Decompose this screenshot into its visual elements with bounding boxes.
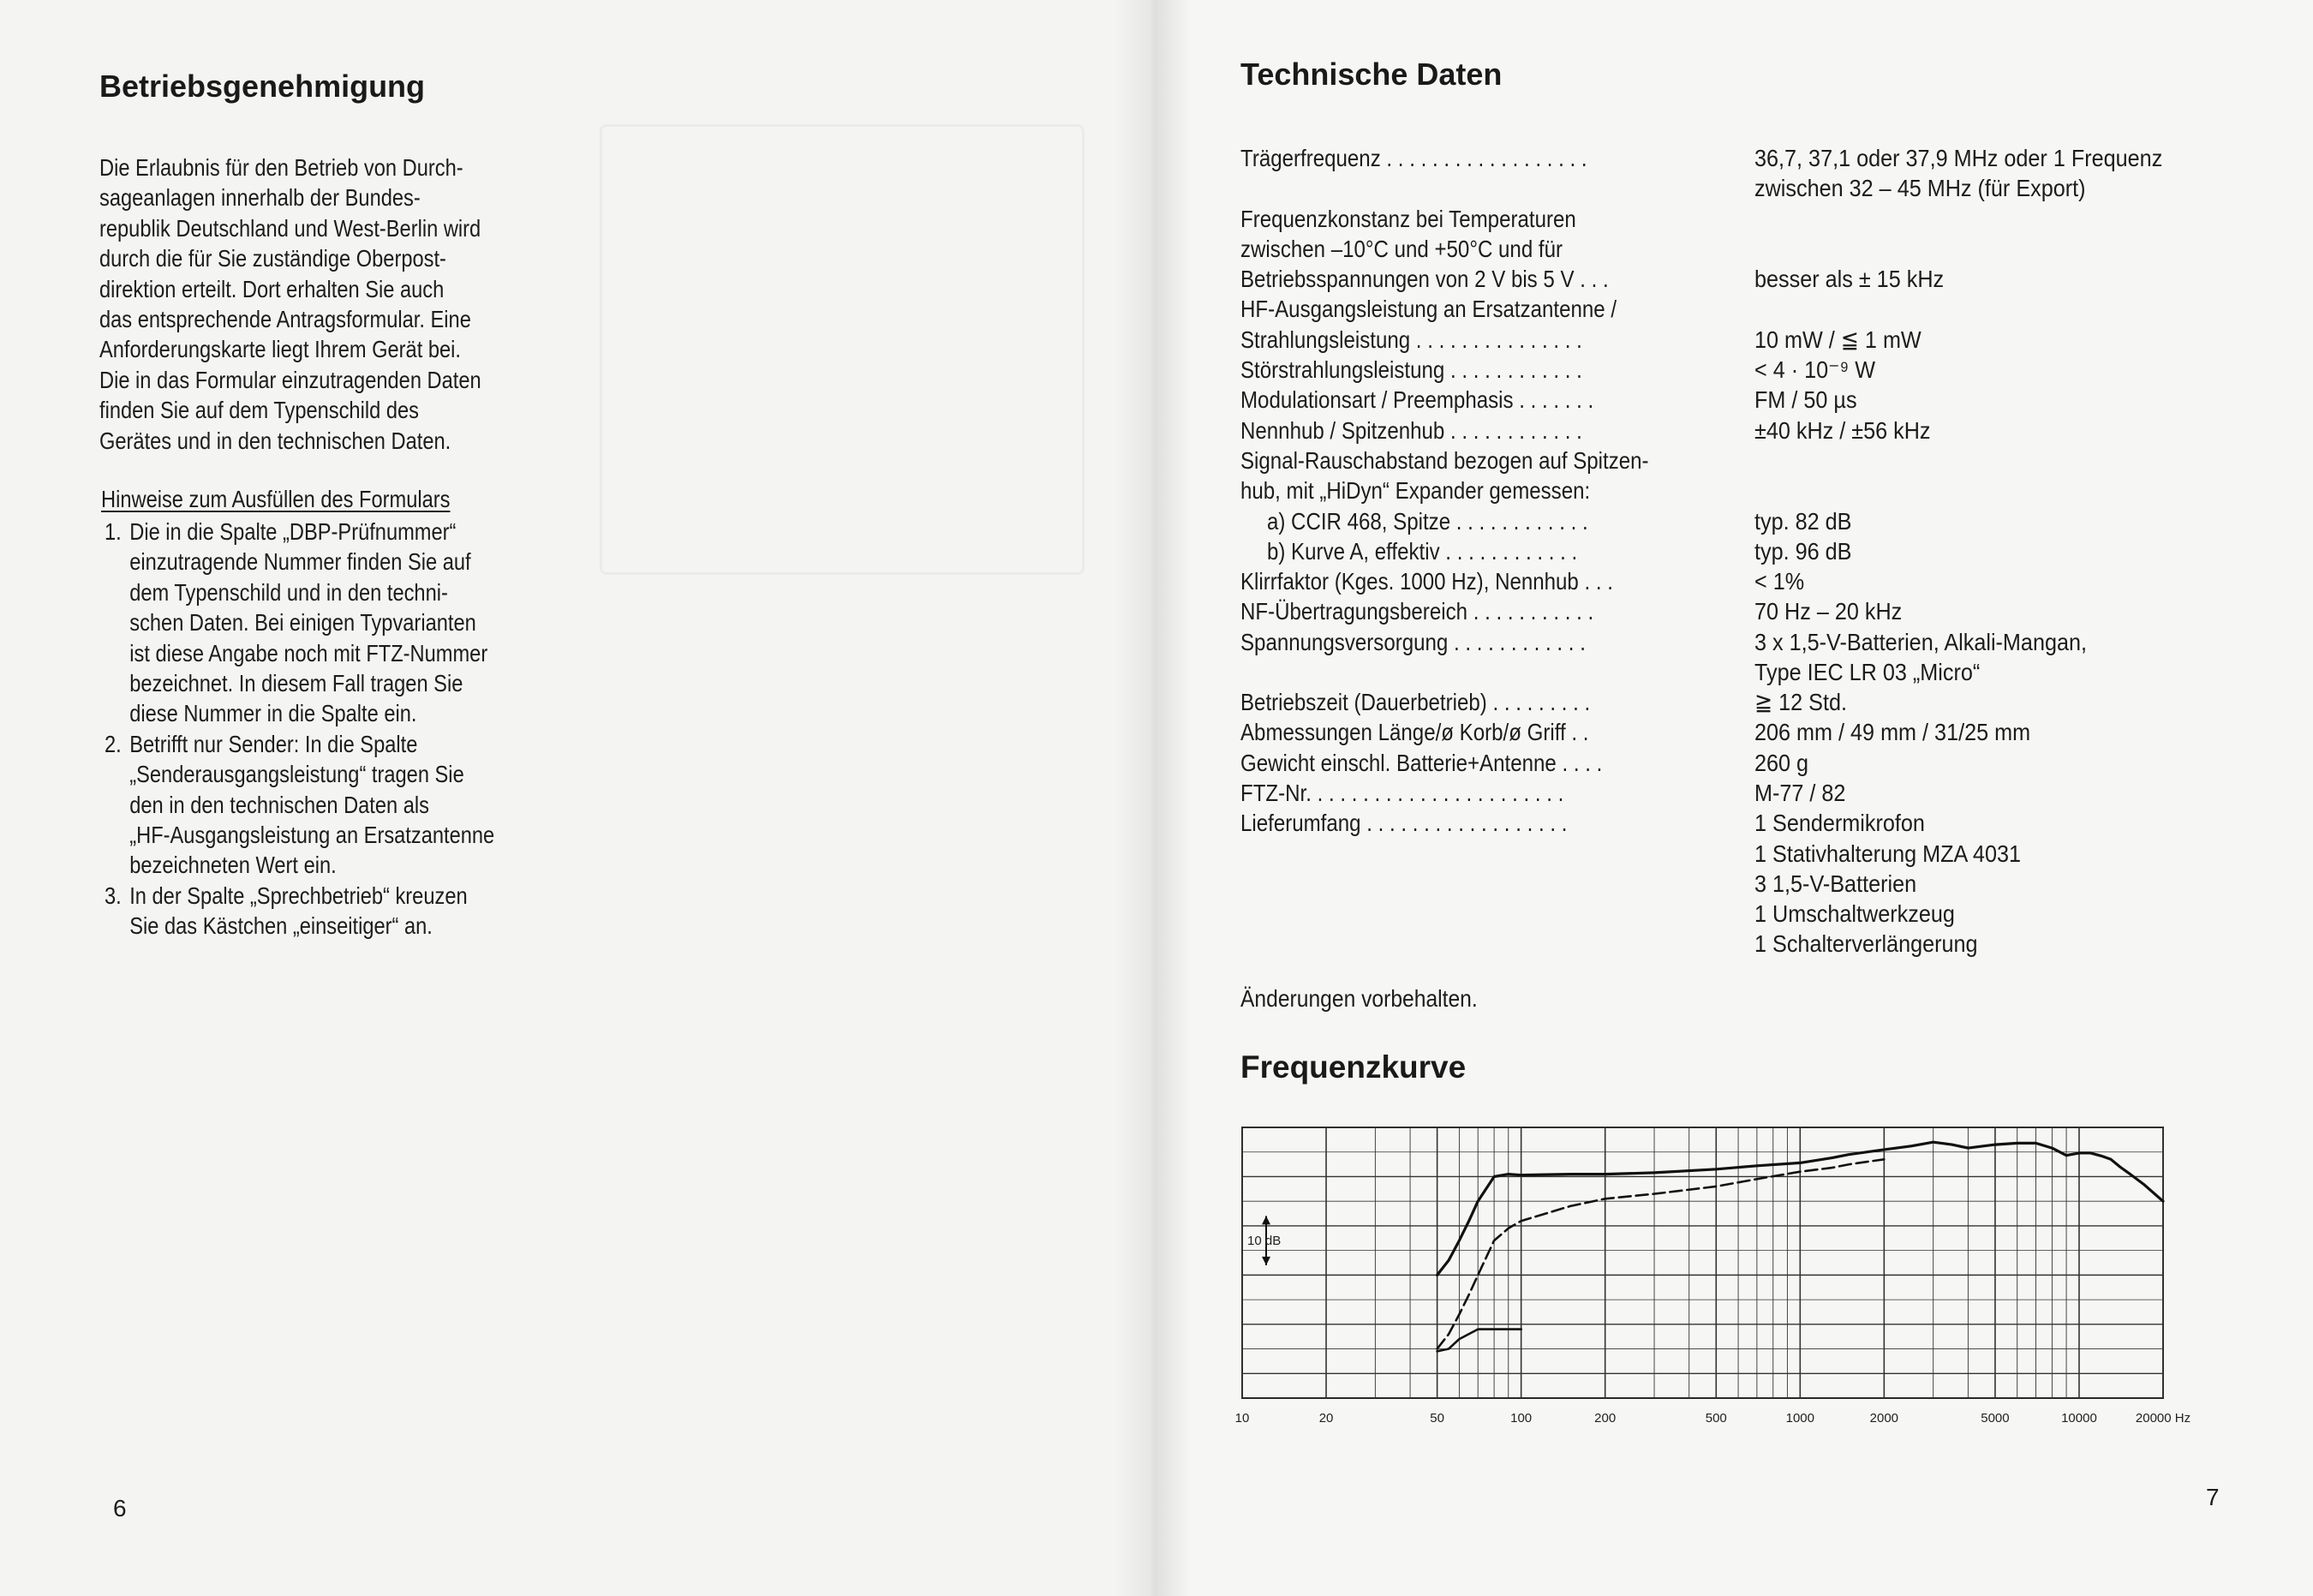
spec-label — [1240, 778, 1631, 808]
spec-label — [1240, 143, 1631, 173]
chart-title: Frequenzkurve — [1240, 1049, 1467, 1085]
x-tick-label: 5000 — [1981, 1411, 2010, 1426]
spec-label-line: Trägerfrequenz . . . . . . . . . . . . . . . . . . — [1240, 145, 1587, 171]
spec-label-line: FTZ-Nr. . . . . . . . . . . . . . . . . . . . . . . — [1240, 779, 1564, 806]
list-line: schen Daten. Bei einigen Typvarianten — [129, 609, 476, 637]
form-hints-list — [105, 517, 494, 941]
list-line: In der Spalte „Sprechbetrieb“ kreuzen — [129, 882, 468, 909]
spec-row — [1240, 143, 2251, 202]
list-line: Sie das Kästchen „einseitiger“ an. — [129, 912, 433, 940]
spec-label-line: a) CCIR 468, Spitze . . . . . . . . . . . . — [1266, 507, 1588, 535]
spec-value-line: typ. 96 dB — [1754, 537, 1852, 565]
intro-paragraph — [99, 152, 481, 456]
plot-frame — [1242, 1127, 2163, 1398]
spec-row — [1240, 687, 2251, 717]
spec-label-line: Gewicht einschl. Batterie+Antenne . . . . — [1240, 749, 1603, 776]
spec-value — [1754, 294, 1922, 355]
spec-label — [1240, 355, 1631, 385]
page-number-right: 7 — [2206, 1484, 2220, 1510]
spec-value — [1754, 748, 1808, 778]
book-fold-shadow — [1114, 0, 1191, 1596]
spec-label-line: Klirrfaktor (Kges. 1000 Hz), Nennhub . . . — [1240, 568, 1613, 595]
spec-label-line: HF-Ausgangsleistung an Ersatzantenne / — [1240, 296, 1617, 323]
spec-label — [1240, 687, 1631, 717]
spec-value — [1754, 445, 1760, 506]
spec-value-line: 1 Umschaltwerkzeug — [1754, 900, 1955, 928]
paragraph-line: Anforderungskarte liegt Ihrem Gerät bei. — [99, 336, 461, 363]
spec-label-line: Abmessungen Länge/ø Korb/ø Griff . . — [1240, 719, 1589, 746]
spec-value-line: M-77 / 82 — [1754, 779, 1846, 806]
spec-label — [1240, 385, 1631, 415]
spec-label-line: NF-Übertragungsbereich . . . . . . . . . . . — [1240, 598, 1594, 625]
spec-value-line: zwischen 32 – 45 MHz (für Export) — [1754, 175, 2086, 202]
spec-value-line: 1 Schalterverlängerung — [1754, 930, 1978, 958]
spec-label-line: Lieferumfang . . . . . . . . . . . . . . . . . . — [1240, 810, 1568, 837]
list-line: Betrifft nur Sender: In die Spalte — [129, 730, 418, 757]
frequency-response-chart — [1225, 1114, 2191, 1439]
x-tick-label: 10000 — [2061, 1411, 2097, 1426]
spacer — [1240, 657, 2251, 687]
list-item — [105, 729, 494, 881]
paragraph-line: republik Deutschland und West-Berlin wird — [99, 214, 481, 242]
x-tick-label: 10 — [1234, 1411, 1250, 1426]
response-curve-2 — [1437, 1159, 1885, 1348]
page-title-right: Technische Daten — [1240, 57, 1503, 92]
spec-row — [1240, 385, 2251, 415]
spec-label — [1240, 627, 1631, 657]
spec-value — [1754, 173, 1760, 203]
spec-value — [1754, 778, 1845, 808]
spec-label-line: Spannungsversorgung . . . . . . . . . . . . — [1240, 628, 1586, 655]
spec-value-line: < 1% — [1754, 568, 1805, 595]
form-hints-subheading: Hinweise zum Ausfüllen des Formulars — [101, 486, 451, 512]
technical-data-list — [1240, 143, 2251, 958]
x-tick-label: 20000 Hz — [2135, 1411, 2191, 1426]
spec-row — [1240, 596, 2251, 626]
spec-value — [1754, 808, 2021, 959]
x-tick-label: 200 — [1594, 1411, 1617, 1426]
spec-value — [1754, 355, 1875, 385]
x-tick-label: 50 — [1430, 1411, 1444, 1426]
spec-value — [1754, 385, 1857, 415]
spec-value-line: < 4 · 10⁻⁹ W — [1754, 356, 1876, 384]
spec-label-line: Modulationsart / Preemphasis . . . . . . . — [1240, 386, 1594, 414]
spec-label — [1240, 748, 1631, 778]
scale-indicator-label: 10 dB — [1247, 1234, 1282, 1249]
paragraph-line: Gerätes und in den technischen Daten. — [99, 427, 451, 454]
spec-value-line: 36,7, 37,1 oder 37,9 MHz oder 1 Frequenz — [1754, 145, 2163, 171]
paragraph-line: direktion erteilt. Dort erhalten Sie auch — [99, 275, 445, 302]
bleed-through-shadow — [600, 124, 1085, 575]
spec-row — [1240, 294, 2251, 355]
x-tick-label: 500 — [1705, 1411, 1727, 1426]
spec-row — [1240, 204, 2251, 295]
paragraph-line: durch die für Sie zuständige Oberpost- — [99, 245, 446, 272]
spec-label-line: hub, mit „HiDyn“ Expander gemessen: — [1240, 477, 1591, 505]
spec-value-line — [1754, 173, 1760, 203]
spec-row — [1240, 627, 2251, 686]
spec-row — [1240, 717, 2251, 747]
spec-value — [1754, 596, 1902, 626]
list-line: dem Typenschild und in den techni- — [129, 578, 448, 606]
spec-label-line: Betriebsspannungen von 2 V bis 5 V . . . — [1240, 266, 1609, 293]
left-page — [0, 0, 1156, 1596]
list-line: einzutragende Nummer finden Sie auf — [129, 548, 471, 576]
paragraph-line: Die in das Formular einzutragenden Daten — [99, 366, 481, 393]
list-line: „HF-Ausgangsleistung an Ersatzantenne — [129, 822, 495, 849]
spec-row — [1240, 808, 2251, 958]
spec-value — [1754, 627, 2087, 688]
spec-row — [1240, 445, 2251, 506]
spec-value — [1754, 506, 1851, 536]
spec-label-line — [1240, 173, 1631, 203]
spec-label — [1240, 415, 1631, 445]
spec-label-line: Störstrahlungsleistung . . . . . . . . . . . . — [1240, 356, 1582, 384]
list-number: 1. — [105, 518, 122, 545]
spec-value-line — [1754, 294, 1922, 324]
list-item — [105, 517, 494, 729]
spec-row — [1240, 506, 2251, 536]
spec-value-line: 3 1,5-V-Batterien — [1754, 870, 1917, 897]
changes-note: Änderungen vorbehalten. — [1240, 985, 1478, 1012]
spec-value — [1754, 204, 1944, 295]
spec-label — [1240, 566, 1631, 596]
spec-value-line: Type IEC LR 03 „Micro“ — [1754, 659, 1981, 686]
spec-value-line: 206 mm / 49 mm / 31/25 mm — [1754, 719, 2031, 746]
paragraph-line: finden Sie auf dem Typenschild des — [99, 397, 419, 424]
spec-label — [1240, 294, 1631, 355]
chart-svg — [1225, 1114, 2191, 1439]
spec-value-line: ≧ 12 Std. — [1754, 689, 1847, 716]
list-item — [105, 881, 494, 941]
spec-value-line: FM / 50 µs — [1754, 386, 1857, 414]
spec-label-line: b) Kurve A, effektiv . . . . . . . . . . . . — [1266, 537, 1578, 565]
spec-label-line: Strahlungsleistung . . . . . . . . . . . . . . . — [1240, 326, 1582, 353]
spec-label — [1240, 173, 1631, 203]
spec-row — [1240, 536, 2251, 566]
list-line: „Senderausgangsleistung“ tragen Sie — [129, 761, 464, 788]
spec-row — [1240, 173, 2251, 203]
spec-value-line: 10 mW / ≦ 1 mW — [1754, 326, 1922, 353]
list-line: diese Nummer in die Spalte ein. — [129, 700, 417, 727]
x-tick-label: 100 — [1510, 1411, 1533, 1426]
spec-value — [1754, 415, 1931, 445]
spec-row — [1240, 355, 2251, 385]
spec-label-line: Signal-Rauschabstand bezogen auf Spitzen- — [1240, 446, 1649, 474]
spec-row — [1240, 748, 2251, 778]
list-line: den in den technischen Daten als — [129, 791, 429, 818]
list-line: bezeichneten Wert ein. — [129, 852, 337, 879]
x-tick-label: 2000 — [1869, 1411, 1899, 1426]
spec-label — [1240, 808, 1631, 838]
page-title-left: Betriebsgenehmigung — [99, 69, 426, 104]
spec-label — [1240, 596, 1631, 626]
spec-label — [1240, 506, 1658, 536]
paragraph-line: das entsprechende Antragsformular. Eine — [99, 306, 471, 333]
spec-value-line: 3 x 1,5-V-Batterien, Alkali-Mangan, — [1754, 628, 2088, 655]
spec-row — [1240, 566, 2251, 596]
spec-row — [1240, 778, 2251, 808]
list-line: Die in die Spalte „DBP-Prüfnummer“ — [129, 518, 457, 545]
list-line: ist diese Angabe noch mit FTZ-Nummer — [129, 639, 488, 666]
spec-label — [1240, 204, 1631, 295]
spec-value — [1754, 566, 1804, 596]
paragraph-line: Die Erlaubnis für den Betrieb von Durch- — [99, 154, 463, 181]
x-tick-label: 20 — [1318, 1411, 1334, 1426]
list-number: 2. — [105, 730, 122, 757]
spec-value — [1754, 536, 1851, 566]
spec-value-line: typ. 82 dB — [1754, 507, 1852, 535]
spec-value-line: besser als ± 15 kHz — [1754, 266, 1945, 293]
spec-label-line: Nennhub / Spitzenhub . . . . . . . . . . . . — [1240, 416, 1582, 444]
spec-label-line: zwischen –10°C und +50°C und für — [1240, 235, 1563, 262]
spec-label — [1240, 445, 1649, 506]
spec-value — [1754, 717, 2030, 747]
spec-value-line: 70 Hz – 20 kHz — [1754, 598, 1903, 625]
scale-arrowhead-down — [1262, 1257, 1270, 1265]
spec-value-line — [1754, 445, 1760, 475]
page-number-left: 6 — [113, 1495, 127, 1521]
spec-value-line — [1754, 204, 1944, 234]
x-tick-label: 1000 — [1785, 1411, 1814, 1426]
spec-value-line: 1 Stativhalterung MZA 4031 — [1754, 840, 2021, 867]
spec-label-line: Betriebszeit (Dauerbetrieb) . . . . . . . . . — [1240, 689, 1591, 716]
spec-label — [1240, 536, 1658, 566]
spec-value — [1754, 687, 1847, 717]
spec-label-line: Frequenzkonstanz bei Temperaturen — [1240, 205, 1576, 232]
spec-row — [1240, 415, 2251, 445]
spec-value-line: ±40 kHz / ±56 kHz — [1754, 416, 1931, 444]
list-number: 3. — [105, 882, 122, 909]
spec-value-line — [1754, 234, 1944, 264]
spec-value-line — [1754, 475, 1760, 505]
scale-arrowhead-up — [1262, 1216, 1270, 1224]
spec-label — [1240, 717, 1631, 747]
spec-value-line: 1 Sendermikrofon — [1754, 810, 1925, 837]
list-line: bezeichnet. In diesem Fall tragen Sie — [129, 670, 463, 697]
spec-value-line: 260 g — [1754, 749, 1809, 776]
paragraph-line: sageanlagen innerhalb der Bundes- — [99, 184, 421, 212]
